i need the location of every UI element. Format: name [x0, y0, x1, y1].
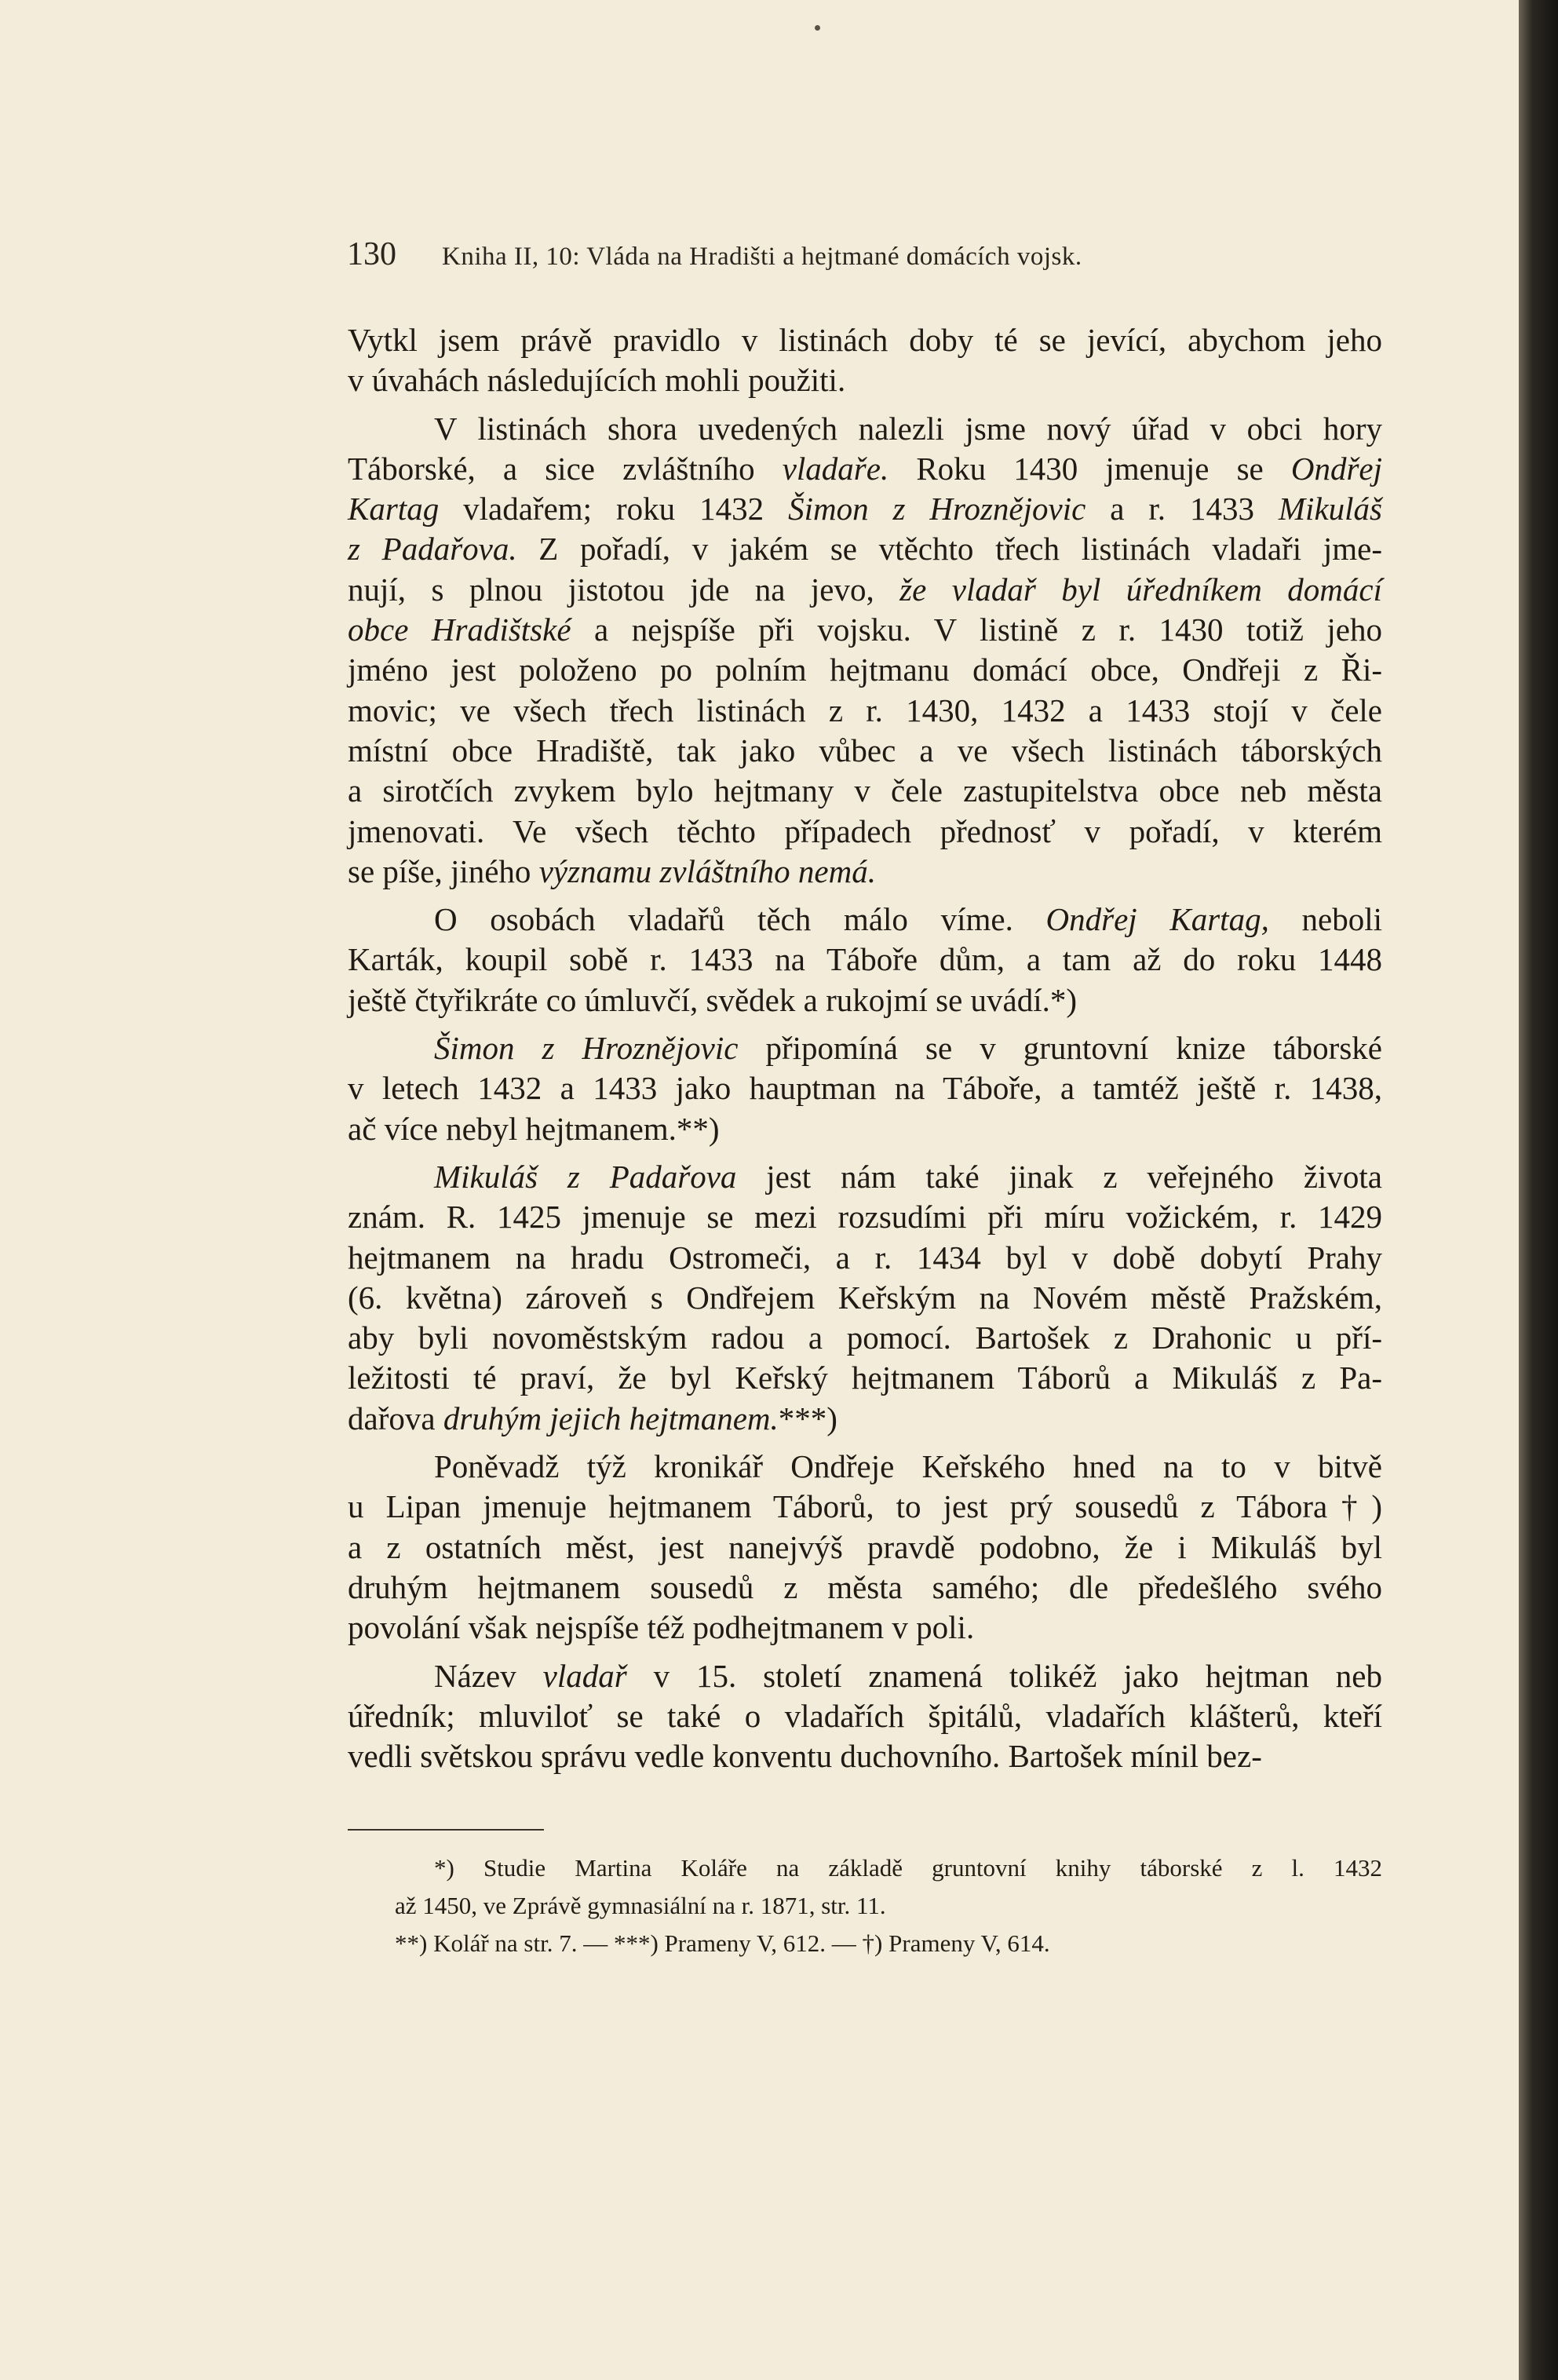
- text-line: [348, 1028, 1382, 1068]
- italic-span: obce Hradištské: [348, 611, 571, 648]
- text-span: v 15. století znamená tolikéž jako hejtman neb: [626, 1657, 1383, 1694]
- text-span: Název: [434, 1657, 543, 1694]
- text-span: připomíná se v gruntovní knize táborské: [738, 1030, 1382, 1067]
- page-header: [347, 235, 1383, 273]
- page-number: 130: [347, 236, 396, 272]
- text-span: znám. R. 1425 jmenuje se mezi rozsudími při míru vožickém, r. 1429: [348, 1199, 1382, 1236]
- text-span: nují, s plnou jistotou jde na jevo,: [348, 571, 900, 608]
- text-line: [348, 320, 1382, 360]
- text-line: [348, 1447, 1382, 1487]
- text-span: Táborské, a sice zvláštního: [348, 450, 783, 487]
- italic-span: Mikuláš z Padařova: [434, 1158, 737, 1195]
- text-line: [348, 812, 1382, 852]
- text-line: [348, 610, 1382, 650]
- italic-span: významu zvláštního nemá.: [538, 852, 876, 889]
- text-span: ač více nebyl hejtmanem.**): [348, 1110, 720, 1147]
- text-line: [348, 691, 1382, 731]
- text-span: dařova: [348, 1400, 443, 1436]
- text-line: [348, 1318, 1382, 1358]
- text-line: [348, 1278, 1382, 1318]
- text-span: ještě čtyřikráte co úmluvčí, svědek a rukojmí se uvádí.*): [348, 981, 1078, 1018]
- text-line: [348, 1656, 1382, 1696]
- text-span: a z ostatních měst, jest nanejvýš pravdě podobno, že i Mikuláš byl: [348, 1528, 1382, 1565]
- text-line: [348, 360, 1382, 400]
- text-line: [348, 529, 1382, 569]
- body-text: [348, 320, 1382, 1776]
- text-span: V listinách shora uvedených nalezli jsme nový úřad v obci hory: [434, 410, 1382, 447]
- text-span: povolání však nejspíše též podhejtmanem v poli.: [348, 1609, 975, 1646]
- italic-span: Šimon z Hroznějovic: [434, 1030, 739, 1067]
- text-line: [348, 489, 1382, 529]
- text-span: u Lipan jmenuje hejtmanem Táborů, to jest prý sousedů z Tábora†): [348, 1488, 1382, 1525]
- paragraph-gap: [348, 892, 1382, 900]
- text-line: [348, 1157, 1382, 1197]
- italic-span: z Padařova.: [348, 531, 517, 568]
- italic-span: že vladař byl úředníkem domácí: [899, 571, 1382, 608]
- text-span: jméno jest položeno po polním hejtmanu domácí obce, Ondřeji z Ři-: [348, 652, 1382, 688]
- italic-span: Mikuláš: [1278, 491, 1382, 527]
- paragraph-gap: [348, 401, 1382, 409]
- text-line: [348, 1238, 1382, 1278]
- text-span: Vytkl jsem právě pravidlo v listinách doby té se jevící, abychom jeho: [348, 322, 1382, 358]
- text-span: místní obce Hradiště, tak jako vůbec a ve všech listinách táborských: [348, 732, 1382, 768]
- italic-span: Ondřej: [1290, 450, 1382, 487]
- text-span: O osobách vladařů těch málo víme.: [434, 901, 1046, 938]
- italic-span: Šimon z Hroznějovic: [788, 491, 1086, 527]
- text-line: [348, 1487, 1382, 1527]
- text-line: [348, 650, 1382, 690]
- text-span: vladařem; roku 1432: [439, 491, 789, 527]
- italic-span: druhým jejich hejtmanem.: [443, 1400, 779, 1436]
- running-head: Kniha II, 10: Vláda na Hradišti a hejtmané domácích vojsk.: [442, 243, 1082, 271]
- text-span: Z pořadí, v jakém se vtěchto třech listinách vladaři jme-: [516, 531, 1382, 568]
- text-span: v letech 1432 a 1433 jako hauptman na Táboře, a tamtéž ještě r. 1438,: [348, 1070, 1382, 1107]
- paragraph-gap: [348, 1020, 1382, 1028]
- text-line: [348, 900, 1382, 940]
- text-line: [348, 1568, 1382, 1608]
- text-line: [348, 852, 1382, 892]
- footnotes: [348, 1849, 1382, 1962]
- binding-edge: [1519, 0, 1558, 2380]
- text-span: hejtmanem na hradu Ostromeči, a r. 1434 byl v době dobytí Prahy: [348, 1239, 1382, 1276]
- footnote-rule: [348, 1829, 544, 1831]
- text-line: [348, 940, 1382, 980]
- text-line: [348, 1358, 1382, 1398]
- text-line: [348, 980, 1382, 1020]
- text-line: [348, 1068, 1382, 1108]
- text-line: [348, 731, 1382, 771]
- text-line: [348, 1528, 1382, 1568]
- paragraph-gap: [348, 1149, 1382, 1157]
- text-line: [348, 1608, 1382, 1648]
- footnote-1: *) Studie Martina Koláře na základě gruntovní knihy táborské z l. 1432: [434, 1854, 1382, 1882]
- text-span: movic; ve všech třech listinách z r. 1430, 1432 a 1433 stojí v čele: [348, 692, 1382, 728]
- text-line: [348, 1197, 1382, 1237]
- text-span: (6. května) zároveň s Ondřejem Keřským na Novém městě Pražském,: [348, 1279, 1382, 1316]
- footnote-2: **) Kolář na str. 7. — ***) Prameny V, 612. — †) Prameny V, 614.: [395, 1929, 1050, 1957]
- text-span: a sirotčích zvykem bylo hejtmany v čele zastupitelstva obce neb města: [348, 772, 1382, 809]
- text-line: [348, 771, 1382, 811]
- text-line: [348, 449, 1382, 489]
- text-span: a r. 1433: [1085, 491, 1279, 527]
- footnote-1-continuation: až 1450, ve Zprávě gymnasiální na r. 1871, str. 11.: [395, 1892, 886, 1919]
- italic-span: vladař: [542, 1657, 627, 1694]
- paragraph-gap: [348, 1439, 1382, 1447]
- text-span: neboli: [1268, 901, 1382, 938]
- text-span: a nejspíše při vojsku. V listině z r. 1430 totiž jeho: [571, 611, 1382, 648]
- text-span: druhým hejtmanem sousedů z města samého; dle předešlého svého: [348, 1568, 1382, 1605]
- text-span: jmenovati. Ve všech těchto případech přednosť v pořadí, v kterém: [348, 812, 1382, 849]
- text-span: Roku 1430 jmenuje se: [888, 450, 1291, 487]
- text-line: [348, 1736, 1382, 1776]
- text-line: [348, 570, 1382, 610]
- text-span: Poněvadž týž kronikář Ondřeje Keřského hned na to v bitvě: [434, 1448, 1382, 1485]
- text-span: aby byli novoměstským radou a pomocí. Bartošek z Drahonic u pří-: [348, 1320, 1382, 1356]
- text-span: se píše, jiného: [348, 852, 539, 889]
- text-span: úředník; mluviloť se také o vladařích špitálů, vladařích klášterů, kteří: [348, 1697, 1382, 1734]
- paragraph-gap: [348, 1648, 1382, 1656]
- text-line: [348, 409, 1382, 449]
- text-line: [348, 1696, 1382, 1736]
- text-span: v úvahách následujících mohli použiti.: [348, 362, 846, 399]
- print-speck: [815, 25, 820, 31]
- text-span: jest nám také jinak z veřejného života: [736, 1158, 1382, 1195]
- text-span: ležitosti té praví, že byl Keřský hejtmanem Táborů a Mikuláš z Pa-: [348, 1360, 1382, 1396]
- text-line: [348, 1109, 1382, 1149]
- text-span: ***): [778, 1400, 837, 1436]
- italic-span: Kartag: [348, 491, 440, 527]
- text-span: Karták, koupil sobě r. 1433 na Táboře dům, a tam až do roku 1448: [348, 941, 1382, 978]
- text-span: vedli světskou správu vedle konventu duchovního. Bartošek mínil bez-: [348, 1738, 1262, 1775]
- italic-span: Ondřej Kartag,: [1045, 901, 1269, 938]
- text-line: [348, 1399, 1382, 1439]
- italic-span: vladaře.: [782, 450, 889, 487]
